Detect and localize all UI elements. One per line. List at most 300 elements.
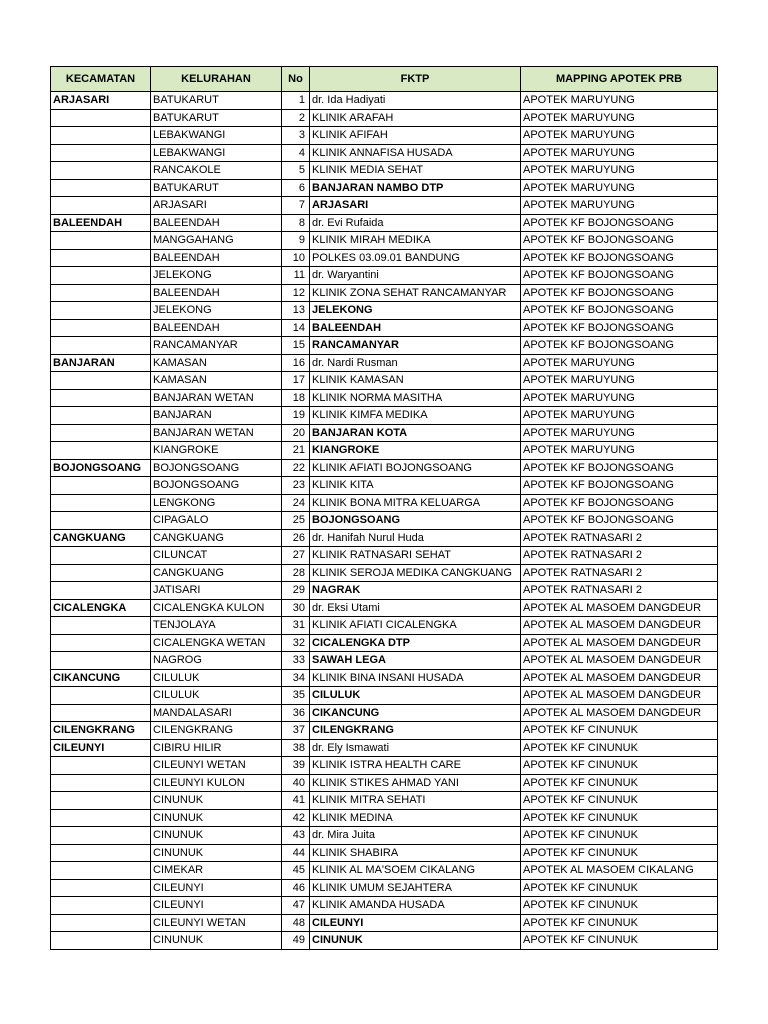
cell-no: 13 [282, 302, 310, 320]
cell-no: 19 [282, 407, 310, 425]
cell-mapping: APOTEK MARUYUNG [521, 92, 718, 110]
cell-mapping: APOTEK MARUYUNG [521, 179, 718, 197]
cell-mapping: APOTEK KF CINUNUK [521, 897, 718, 915]
table-row [51, 617, 718, 635]
cell-kecamatan [51, 407, 151, 425]
cell-fktp: BANJARAN KOTA [310, 424, 521, 442]
cell-mapping: APOTEK KF CINUNUK [521, 844, 718, 862]
cell-kecamatan [51, 512, 151, 530]
cell-kecamatan [51, 232, 151, 250]
cell-kecamatan [51, 302, 151, 320]
cell-fktp: BALEENDAH [310, 319, 521, 337]
cell-kelurahan: CILENGKRANG [151, 722, 282, 740]
table-row [51, 547, 718, 565]
cell-mapping: APOTEK MARUYUNG [521, 354, 718, 372]
cell-mapping: APOTEK RATNASARI 2 [521, 582, 718, 600]
header-no: No [282, 67, 310, 92]
cell-no: 30 [282, 599, 310, 617]
cell-fktp: dr. Nardi Rusman [310, 354, 521, 372]
cell-no: 6 [282, 179, 310, 197]
cell-kelurahan: CILEUNYI [151, 879, 282, 897]
cell-no: 43 [282, 827, 310, 845]
cell-kecamatan: CIKANCUNG [51, 669, 151, 687]
cell-kelurahan: CIBIRU HILIR [151, 739, 282, 757]
cell-kelurahan: CICALENGKA KULON [151, 599, 282, 617]
cell-mapping: APOTEK KF CINUNUK [521, 792, 718, 810]
cell-no: 14 [282, 319, 310, 337]
cell-kelurahan: BATUKARUT [151, 109, 282, 127]
cell-mapping: APOTEK KF BOJONGSOANG [521, 477, 718, 495]
cell-kelurahan: CANGKUANG [151, 564, 282, 582]
cell-kecamatan [51, 617, 151, 635]
cell-fktp: KLINIK ISTRA HEALTH CARE [310, 757, 521, 775]
cell-fktp: KLINIK KIMFA MEDIKA [310, 407, 521, 425]
cell-fktp: dr. Ida Hadiyati [310, 92, 521, 110]
cell-mapping: APOTEK AL MASOEM DANGDEUR [521, 652, 718, 670]
cell-fktp: KLINIK AFIATI CICALENGKA [310, 617, 521, 635]
cell-fktp: CINUNUK [310, 932, 521, 950]
cell-kelurahan: BATUKARUT [151, 92, 282, 110]
cell-fktp: dr. Mira Juita [310, 827, 521, 845]
cell-fktp: KLINIK UMUM SEJAHTERA [310, 879, 521, 897]
cell-no: 8 [282, 214, 310, 232]
cell-fktp: KLINIK RATNASARI SEHAT [310, 547, 521, 565]
cell-no: 9 [282, 232, 310, 250]
cell-kelurahan: BALEENDAH [151, 284, 282, 302]
cell-no: 15 [282, 337, 310, 355]
cell-no: 34 [282, 669, 310, 687]
cell-fktp: KLINIK ARAFAH [310, 109, 521, 127]
cell-no: 11 [282, 267, 310, 285]
header-kelurahan: KELURAHAN [151, 67, 282, 92]
table-row [51, 92, 718, 110]
cell-kecamatan [51, 862, 151, 880]
cell-kelurahan: CINUNUK [151, 932, 282, 950]
cell-kelurahan: CANGKUANG [151, 529, 282, 547]
cell-no: 2 [282, 109, 310, 127]
cell-kelurahan: BOJONGSOANG [151, 459, 282, 477]
cell-no: 5 [282, 162, 310, 180]
cell-kelurahan: CILULUK [151, 669, 282, 687]
cell-mapping: APOTEK RATNASARI 2 [521, 529, 718, 547]
cell-mapping: APOTEK MARUYUNG [521, 407, 718, 425]
cell-fktp: NAGRAK [310, 582, 521, 600]
cell-kecamatan [51, 424, 151, 442]
table-row [51, 109, 718, 127]
cell-kecamatan [51, 372, 151, 390]
cell-no: 22 [282, 459, 310, 477]
table-row [51, 284, 718, 302]
cell-fktp: KLINIK STIKES AHMAD YANI [310, 774, 521, 792]
cell-kecamatan [51, 897, 151, 915]
cell-kecamatan [51, 389, 151, 407]
cell-kecamatan [51, 757, 151, 775]
cell-no: 25 [282, 512, 310, 530]
cell-fktp: KLINIK KAMASAN [310, 372, 521, 390]
cell-no: 3 [282, 127, 310, 145]
table-row [51, 739, 718, 757]
cell-kelurahan: CINUNUK [151, 827, 282, 845]
table-row [51, 372, 718, 390]
cell-no: 32 [282, 634, 310, 652]
cell-kecamatan [51, 267, 151, 285]
table-row [51, 477, 718, 495]
cell-kecamatan [51, 442, 151, 460]
cell-fktp: KLINIK AMANDA HUSADA [310, 897, 521, 915]
cell-mapping: APOTEK KF CINUNUK [521, 879, 718, 897]
cell-kelurahan: KAMASAN [151, 354, 282, 372]
cell-no: 27 [282, 547, 310, 565]
header-mapping: MAPPING APOTEK PRB [521, 67, 718, 92]
cell-mapping: APOTEK MARUYUNG [521, 372, 718, 390]
cell-kelurahan: CINUNUK [151, 809, 282, 827]
cell-fktp: KLINIK MIRAH MEDIKA [310, 232, 521, 250]
cell-mapping: APOTEK MARUYUNG [521, 127, 718, 145]
cell-kecamatan: ARJASARI [51, 92, 151, 110]
cell-no: 10 [282, 249, 310, 267]
cell-mapping: APOTEK KF CINUNUK [521, 739, 718, 757]
cell-mapping: APOTEK AL MASOEM DANGDEUR [521, 617, 718, 635]
cell-mapping: APOTEK MARUYUNG [521, 197, 718, 215]
apotek-mapping-table [50, 66, 718, 950]
cell-mapping: APOTEK MARUYUNG [521, 144, 718, 162]
cell-kelurahan: CIMEKAR [151, 862, 282, 880]
cell-kecamatan [51, 827, 151, 845]
cell-no: 28 [282, 564, 310, 582]
cell-kelurahan: CILULUK [151, 687, 282, 705]
cell-mapping: APOTEK KF BOJONGSOANG [521, 232, 718, 250]
cell-kelurahan: BALEENDAH [151, 319, 282, 337]
header-kecamatan: KECAMATAN [51, 67, 151, 92]
cell-kelurahan: NAGROG [151, 652, 282, 670]
cell-no: 35 [282, 687, 310, 705]
header-row [51, 67, 718, 92]
table-row [51, 722, 718, 740]
cell-kecamatan [51, 337, 151, 355]
cell-fktp: KLINIK MEDIA SEHAT [310, 162, 521, 180]
cell-mapping: APOTEK KF CINUNUK [521, 774, 718, 792]
cell-kecamatan: CILEUNYI [51, 739, 151, 757]
cell-no: 37 [282, 722, 310, 740]
cell-kecamatan [51, 792, 151, 810]
table-row [51, 214, 718, 232]
table-row [51, 757, 718, 775]
cell-mapping: APOTEK MARUYUNG [521, 109, 718, 127]
cell-fktp: RANCAMANYAR [310, 337, 521, 355]
table-row [51, 634, 718, 652]
cell-kelurahan: RANCAKOLE [151, 162, 282, 180]
cell-mapping: APOTEK KF BOJONGSOANG [521, 494, 718, 512]
table-row [51, 669, 718, 687]
cell-fktp: BOJONGSOANG [310, 512, 521, 530]
cell-kelurahan: MANGGAHANG [151, 232, 282, 250]
cell-no: 12 [282, 284, 310, 302]
cell-no: 33 [282, 652, 310, 670]
cell-kelurahan: KAMASAN [151, 372, 282, 390]
cell-kecamatan: CILENGKRANG [51, 722, 151, 740]
cell-kelurahan: LENGKONG [151, 494, 282, 512]
table-row [51, 337, 718, 355]
cell-no: 26 [282, 529, 310, 547]
cell-kelurahan: JELEKONG [151, 302, 282, 320]
cell-kelurahan: CICALENGKA WETAN [151, 634, 282, 652]
cell-no: 42 [282, 809, 310, 827]
cell-mapping: APOTEK KF BOJONGSOANG [521, 337, 718, 355]
cell-kelurahan: BANJARAN [151, 407, 282, 425]
cell-kelurahan: CINUNUK [151, 792, 282, 810]
cell-kelurahan: JELEKONG [151, 267, 282, 285]
cell-fktp: KLINIK BONA MITRA KELUARGA [310, 494, 521, 512]
table-row [51, 774, 718, 792]
cell-kelurahan: CILEUNYI [151, 897, 282, 915]
cell-kecamatan [51, 809, 151, 827]
cell-fktp: dr. Hanifah Nurul Huda [310, 529, 521, 547]
cell-no: 23 [282, 477, 310, 495]
cell-kelurahan: BALEENDAH [151, 214, 282, 232]
table-row [51, 442, 718, 460]
table-row [51, 792, 718, 810]
cell-kelurahan: CILEUNYI KULON [151, 774, 282, 792]
cell-mapping: APOTEK AL MASOEM CIKALANG [521, 862, 718, 880]
cell-kecamatan [51, 109, 151, 127]
cell-fktp: KLINIK AFIATI BOJONGSOANG [310, 459, 521, 477]
cell-mapping: APOTEK KF BOJONGSOANG [521, 284, 718, 302]
table-row [51, 389, 718, 407]
cell-mapping: APOTEK KF BOJONGSOANG [521, 459, 718, 477]
cell-kelurahan: CIPAGALO [151, 512, 282, 530]
cell-kecamatan [51, 652, 151, 670]
cell-no: 4 [282, 144, 310, 162]
table-row [51, 862, 718, 880]
cell-fktp: dr. Evi Rufaida [310, 214, 521, 232]
cell-fktp: dr. Ely Ismawati [310, 739, 521, 757]
cell-no: 16 [282, 354, 310, 372]
cell-kecamatan: CICALENGKA [51, 599, 151, 617]
table-row [51, 302, 718, 320]
cell-fktp: KLINIK AFIFAH [310, 127, 521, 145]
cell-kelurahan: MANDALASARI [151, 704, 282, 722]
cell-mapping: APOTEK KF BOJONGSOANG [521, 319, 718, 337]
table-row [51, 879, 718, 897]
cell-kecamatan [51, 914, 151, 932]
cell-kelurahan: CILEUNYI WETAN [151, 757, 282, 775]
cell-kelurahan: ARJASARI [151, 197, 282, 215]
cell-mapping: APOTEK AL MASOEM DANGDEUR [521, 704, 718, 722]
cell-no: 7 [282, 197, 310, 215]
cell-no: 38 [282, 739, 310, 757]
cell-mapping: APOTEK KF BOJONGSOANG [521, 302, 718, 320]
table-row [51, 179, 718, 197]
cell-fktp: CILULUK [310, 687, 521, 705]
table-row [51, 354, 718, 372]
cell-fktp: KLINIK BINA INSANI HUSADA [310, 669, 521, 687]
table-row [51, 459, 718, 477]
cell-no: 44 [282, 844, 310, 862]
cell-kecamatan: BALEENDAH [51, 214, 151, 232]
cell-kecamatan [51, 844, 151, 862]
table-row [51, 197, 718, 215]
cell-fktp: KLINIK NORMA MASITHA [310, 389, 521, 407]
cell-mapping: APOTEK MARUYUNG [521, 442, 718, 460]
cell-kecamatan [51, 582, 151, 600]
cell-mapping: APOTEK KF CINUNUK [521, 932, 718, 950]
table-row [51, 494, 718, 512]
cell-kelurahan: KIANGROKE [151, 442, 282, 460]
cell-kelurahan: CILEUNYI WETAN [151, 914, 282, 932]
cell-mapping: APOTEK KF CINUNUK [521, 722, 718, 740]
cell-fktp: KLINIK AL MA'SOEM CIKALANG [310, 862, 521, 880]
cell-fktp: CIKANCUNG [310, 704, 521, 722]
table-row [51, 529, 718, 547]
cell-kecamatan [51, 477, 151, 495]
cell-fktp: KLINIK ZONA SEHAT RANCAMANYAR [310, 284, 521, 302]
cell-kecamatan: BANJARAN [51, 354, 151, 372]
cell-kelurahan: BANJARAN WETAN [151, 424, 282, 442]
cell-fktp: ARJASARI [310, 197, 521, 215]
table-row [51, 897, 718, 915]
cell-mapping: APOTEK MARUYUNG [521, 389, 718, 407]
table-row [51, 512, 718, 530]
table-row [51, 127, 718, 145]
cell-mapping: APOTEK MARUYUNG [521, 424, 718, 442]
cell-mapping: APOTEK RATNASARI 2 [521, 564, 718, 582]
cell-no: 39 [282, 757, 310, 775]
cell-fktp: BANJARAN NAMBO DTP [310, 179, 521, 197]
cell-kecamatan: CANGKUANG [51, 529, 151, 547]
cell-kecamatan [51, 704, 151, 722]
table-row [51, 249, 718, 267]
cell-fktp: CILENGKRANG [310, 722, 521, 740]
cell-kelurahan: BOJONGSOANG [151, 477, 282, 495]
table-row [51, 564, 718, 582]
cell-kecamatan: BOJONGSOANG [51, 459, 151, 477]
cell-kecamatan [51, 634, 151, 652]
cell-mapping: APOTEK AL MASOEM DANGDEUR [521, 687, 718, 705]
cell-kecamatan [51, 932, 151, 950]
table-row [51, 652, 718, 670]
cell-mapping: APOTEK RATNASARI 2 [521, 547, 718, 565]
cell-mapping: APOTEK KF CINUNUK [521, 757, 718, 775]
cell-kelurahan: LEBAKWANGI [151, 127, 282, 145]
cell-fktp: KLINIK SEROJA MEDIKA CANGKUANG [310, 564, 521, 582]
cell-kelurahan: JATISARI [151, 582, 282, 600]
table-row [51, 144, 718, 162]
cell-no: 18 [282, 389, 310, 407]
cell-kecamatan [51, 494, 151, 512]
cell-kelurahan: LEBAKWANGI [151, 144, 282, 162]
cell-kelurahan: CILUNCAT [151, 547, 282, 565]
table-body [51, 92, 718, 950]
cell-no: 47 [282, 897, 310, 915]
table-row [51, 424, 718, 442]
cell-kecamatan [51, 197, 151, 215]
cell-fktp: KLINIK SHABIRA [310, 844, 521, 862]
cell-kelurahan: BANJARAN WETAN [151, 389, 282, 407]
cell-mapping: APOTEK KF BOJONGSOANG [521, 249, 718, 267]
cell-mapping: APOTEK KF BOJONGSOANG [521, 214, 718, 232]
cell-no: 20 [282, 424, 310, 442]
cell-mapping: APOTEK KF CINUNUK [521, 914, 718, 932]
cell-no: 41 [282, 792, 310, 810]
cell-kelurahan: TENJOLAYA [151, 617, 282, 635]
cell-fktp: POLKES 03.09.01 BANDUNG [310, 249, 521, 267]
table-row [51, 809, 718, 827]
cell-kecamatan [51, 284, 151, 302]
cell-fktp: dr. Waryantini [310, 267, 521, 285]
cell-mapping: APOTEK AL MASOEM DANGDEUR [521, 634, 718, 652]
cell-no: 17 [282, 372, 310, 390]
cell-fktp: SAWAH LEGA [310, 652, 521, 670]
table-row [51, 827, 718, 845]
cell-kecamatan [51, 249, 151, 267]
table-row [51, 687, 718, 705]
table-row [51, 162, 718, 180]
cell-fktp: dr. Eksi Utami [310, 599, 521, 617]
cell-fktp: CILEUNYI [310, 914, 521, 932]
cell-kecamatan [51, 319, 151, 337]
cell-kecamatan [51, 144, 151, 162]
table-row [51, 582, 718, 600]
cell-no: 36 [282, 704, 310, 722]
table-row [51, 407, 718, 425]
cell-kelurahan: RANCAMANYAR [151, 337, 282, 355]
cell-kecamatan [51, 774, 151, 792]
cell-mapping: APOTEK AL MASOEM DANGDEUR [521, 599, 718, 617]
cell-fktp: KLINIK MITRA SEHATI [310, 792, 521, 810]
cell-no: 40 [282, 774, 310, 792]
cell-no: 45 [282, 862, 310, 880]
cell-no: 1 [282, 92, 310, 110]
cell-fktp: KLINIK KITA [310, 477, 521, 495]
cell-fktp: KLINIK ANNAFISA HUSADA [310, 144, 521, 162]
cell-no: 49 [282, 932, 310, 950]
table-row [51, 232, 718, 250]
table-row [51, 914, 718, 932]
cell-kecamatan [51, 547, 151, 565]
cell-no: 24 [282, 494, 310, 512]
table-row [51, 844, 718, 862]
table-row [51, 704, 718, 722]
cell-mapping: APOTEK AL MASOEM DANGDEUR [521, 669, 718, 687]
table-row [51, 599, 718, 617]
cell-kecamatan [51, 687, 151, 705]
cell-fktp: CICALENGKA DTP [310, 634, 521, 652]
cell-kecamatan [51, 879, 151, 897]
cell-fktp: JELEKONG [310, 302, 521, 320]
cell-kecamatan [51, 127, 151, 145]
cell-mapping: APOTEK KF BOJONGSOANG [521, 267, 718, 285]
cell-no: 48 [282, 914, 310, 932]
cell-no: 29 [282, 582, 310, 600]
cell-mapping: APOTEK KF CINUNUK [521, 809, 718, 827]
table-row [51, 319, 718, 337]
cell-mapping: APOTEK MARUYUNG [521, 162, 718, 180]
cell-mapping: APOTEK KF CINUNUK [521, 827, 718, 845]
header-fktp: FKTP [310, 67, 521, 92]
cell-no: 46 [282, 879, 310, 897]
cell-fktp: KLINIK MEDINA [310, 809, 521, 827]
cell-no: 21 [282, 442, 310, 460]
table-row [51, 932, 718, 950]
cell-kelurahan: CINUNUK [151, 844, 282, 862]
cell-no: 31 [282, 617, 310, 635]
cell-kelurahan: BALEENDAH [151, 249, 282, 267]
cell-kecamatan [51, 564, 151, 582]
cell-kecamatan [51, 162, 151, 180]
table-row [51, 267, 718, 285]
cell-kelurahan: BATUKARUT [151, 179, 282, 197]
cell-kecamatan [51, 179, 151, 197]
